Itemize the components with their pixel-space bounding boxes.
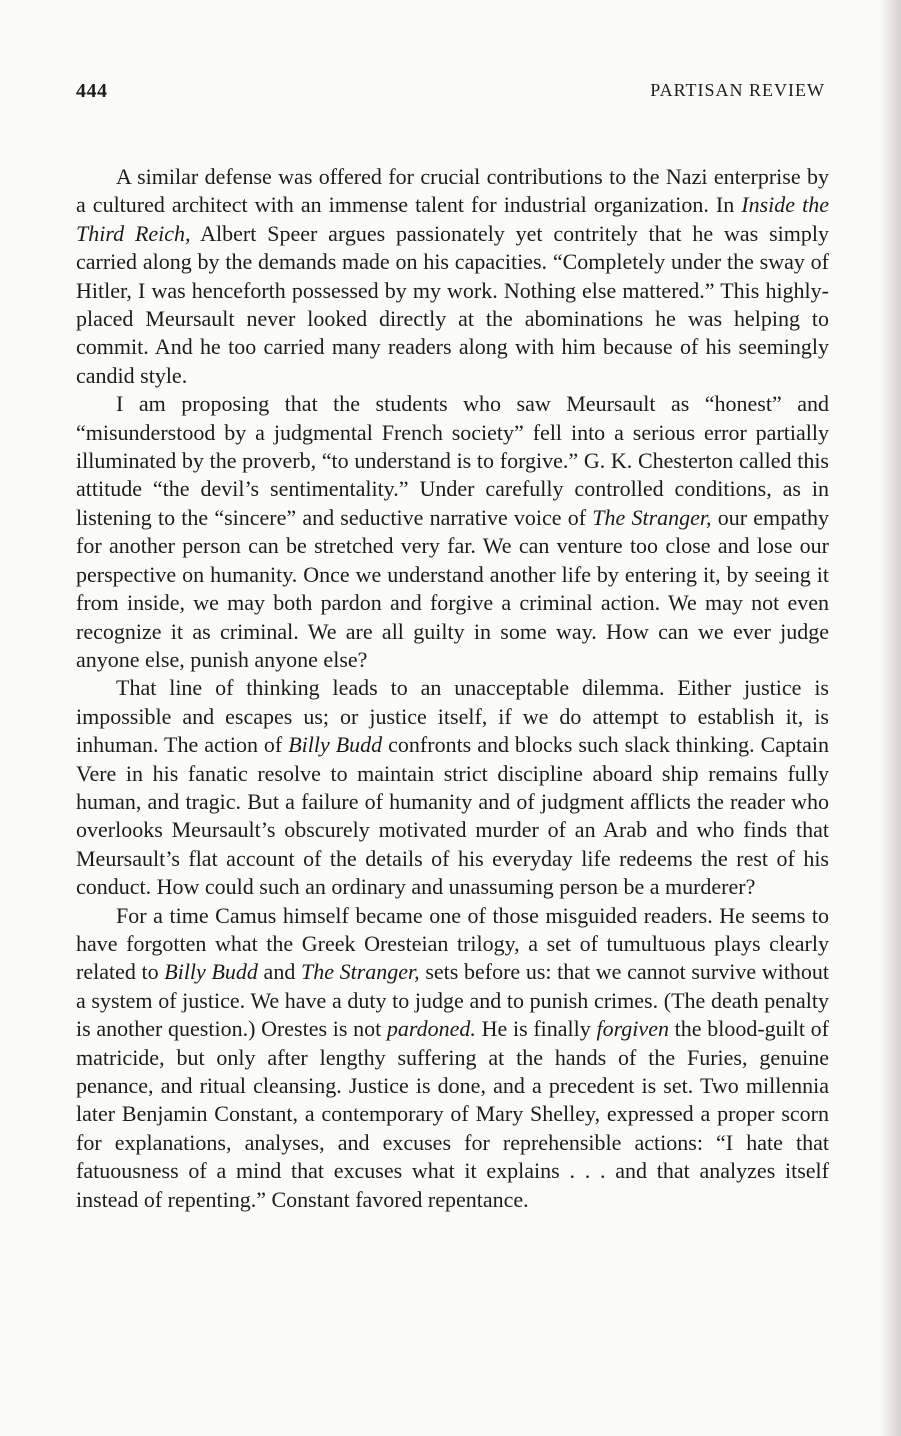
text-run: That line of thinking leads to an unacceptable dilemma. Either justice is impossible and escapes us; or justice itself, if we do attempt to establish it, is inhuman. The action of (76, 675, 829, 758)
text-run: sets before us: that we cannot survive without a system of justice. We have a duty to judge and to punish crimes. (The death penalty is another question.) Orestes is not (76, 959, 830, 1042)
text-run: our empathy for another person can be stretched very far. We can venture too close and lose our perspective on humanity. Once we understand another life by entering it, by seeing it from inside, we may both pardon and forgive a criminal action. We may not even recognize it as criminal. We are all guilty in some way. How can we ever judge anyone else, punish anyone else? (76, 504, 830, 672)
paragraph-dilemma (76, 674, 829, 901)
text-run: the blood-guilt of matricide, but only after lengthy suffering at the hands of the Furies, genuine penance, and ritual cleansing. Justice is done, and a precedent is set. Two millennia later Benjamin Constant, a contemporary of Mary Shelley, expressed a proper scorn for explanations, analyses, and excuses for reprehensible actions: “I hate that fatuousness of a mind that excuses what it explains . . . and that analyzes itself instead of repenting.” Constant favored repentance. (76, 1016, 829, 1212)
paragraph-understand-forgive (76, 390, 829, 674)
text-run: Albert Speer argues passionately yet contritely that he was simply carried along by the demands made on his capacities. “Completely under the sway of Hitler, I was henceforth possessed by my work. Nothing else mattered.” This highly-placed Meursault never looked directly at the abominations he was helping to commit. And he too carried many readers along with him because of his seemingly candid style. (76, 220, 829, 388)
book-title: Inside the Third Reich, (76, 192, 829, 246)
page-number: 444 (76, 80, 108, 102)
text-run: For a time Camus himself became one of those misguided readers. He seems to have forgotten what the Greek Oresteian trilogy, a set of tumultuous plays clearly related to (76, 902, 829, 985)
paragraph-camus-justice (76, 902, 829, 1214)
text-run: and (257, 959, 301, 985)
book-title: Billy Budd (164, 959, 258, 985)
body-text (76, 163, 829, 1214)
text-run: confronts and blocks such slack thinking. Captain Vere in his fanatic resolve to maintain strict discipline aboard ship remains fully human, and tragic. But a failure of humanity and of judgment afflicts the reader who overlooks Meursault’s obscurely motivated murder of an Arab and who finds that Meursault’s flat account of the details of his everyday life redeems the rest of his conduct. How could such an ordinary and unassuming person be a murderer? (76, 732, 830, 900)
text-run: I am proposing that the students who saw Meursault as “honest” and “misunderstood by a judgmental French society” fell into a serious error partially illuminated by the proverb, “to understand is to forgive.” G. K. Chesterton called this attitude “the devil’s sentimentality.” Under carefully controlled conditions, as in listening to the “sincere” and seductive narrative voice of (76, 391, 829, 530)
book-title: Billy Budd (288, 732, 383, 758)
text-run: He is finally (475, 1016, 597, 1042)
running-head (76, 80, 825, 110)
page-edge-shadow (879, 0, 901, 1436)
emphasis: forgiven (596, 1016, 669, 1042)
book-title: The Stranger, (592, 504, 712, 530)
book-title: The Stranger, (300, 959, 420, 985)
journal-title: PARTISAN REVIEW (650, 80, 825, 100)
paragraph-speer (76, 163, 829, 390)
emphasis: pardoned. (386, 1016, 476, 1042)
text-run: A similar defense was offered for crucial contributions to the Nazi enterprise by a cultured architect with an immense talent for industrial organization. In (76, 164, 829, 218)
